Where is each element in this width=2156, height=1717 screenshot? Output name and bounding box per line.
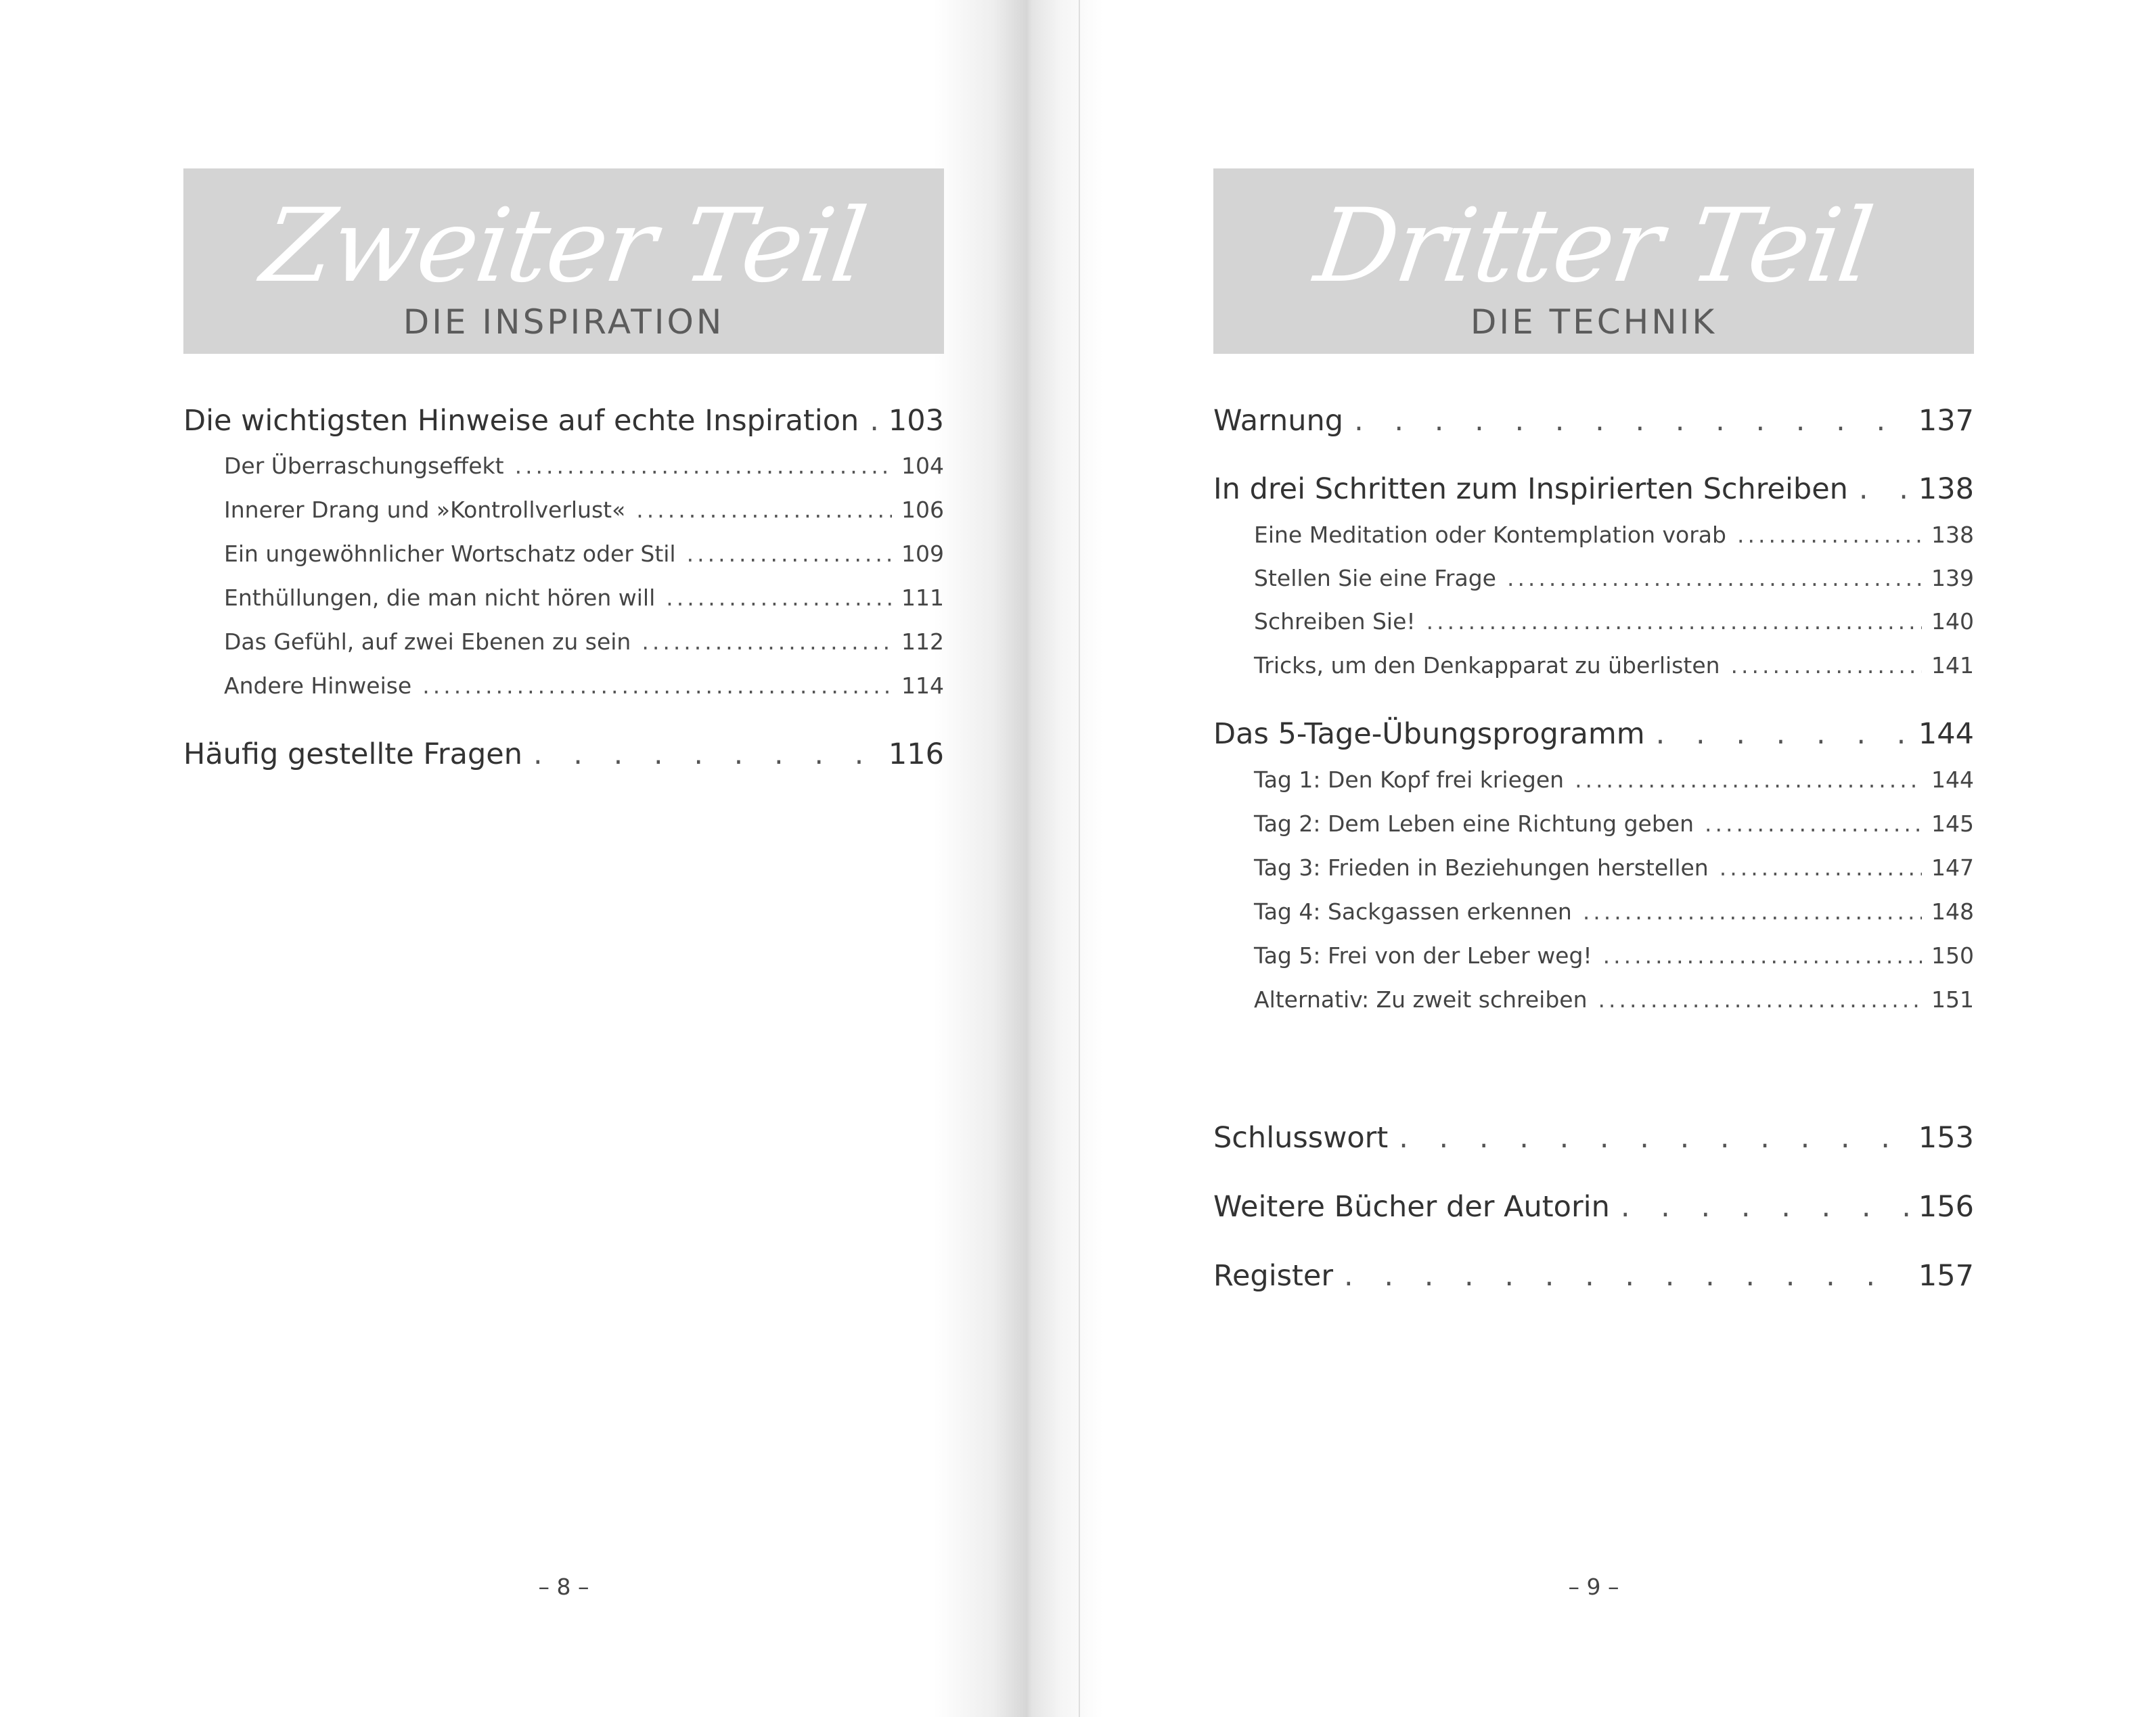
toc-subentry[interactable] <box>1254 896 1974 928</box>
toc-leader-dots <box>1354 400 1909 441</box>
toc-subentry[interactable] <box>1254 764 1974 796</box>
toc-entry-title: Tricks, um den Denkapparat zu überlisten <box>1254 652 1720 679</box>
toc-entry-page: 109 <box>901 541 944 567</box>
toc-leader-dots <box>515 450 892 482</box>
toc-entry-page: 139 <box>1931 565 1974 591</box>
toc-subentry[interactable] <box>1254 940 1974 972</box>
toc-leader-dots <box>1859 469 1909 509</box>
toc-entry-page: 114 <box>901 672 944 699</box>
toc-entry-page: 157 <box>1918 1259 1974 1293</box>
toc-subentry[interactable] <box>1254 562 1974 595</box>
toc-entry[interactable] <box>1213 1118 1974 1158</box>
toc-leader-dots <box>1575 764 1922 796</box>
toc-leader-dots <box>1737 519 1922 551</box>
toc-entry-page: 147 <box>1931 854 1974 881</box>
toc-leader-dots <box>533 734 879 775</box>
toc-entry-title: Tag 5: Frei von der Leber weg! <box>1254 942 1592 969</box>
toc-entry-page: 144 <box>1931 766 1974 793</box>
toc-subentry[interactable] <box>1254 852 1974 884</box>
toc-leader-dots <box>1399 1118 1909 1158</box>
part-subtitle: DIE TECHNIK <box>1470 302 1717 342</box>
toc-entry-page: 137 <box>1918 404 1974 438</box>
toc-entry-title: Alternativ: Zu zweit schreiben <box>1254 986 1588 1013</box>
toc-entry-page: 103 <box>888 404 944 438</box>
toc-entry-title: Weitere Bücher der Autorin <box>1213 1190 1610 1224</box>
toc-leader-dots <box>1427 605 1922 638</box>
toc-leader-dots <box>666 582 892 614</box>
toc-entry-page: 141 <box>1931 652 1974 679</box>
toc-entry-title: Schlusswort <box>1213 1121 1389 1155</box>
toc-entry-page: 148 <box>1931 898 1974 925</box>
toc-leader-dots <box>636 494 892 526</box>
toc-entry-title: Die wichtigsten Hinweise auf echte Inspiration <box>183 404 859 438</box>
toc-leader-dots <box>1583 896 1922 928</box>
toc-entry-title: Das 5-Tage-Übungsprogramm <box>1213 717 1645 751</box>
toc-leader-dots <box>1507 562 1922 595</box>
toc-entry-title: Ein ungewöhnlicher Wortschatz oder Stil <box>224 541 676 567</box>
toc-entry-page: 144 <box>1918 717 1974 751</box>
toc-entry-page: 112 <box>901 628 944 655</box>
toc-entry-title: Eine Meditation oder Kontemplation vorab <box>1254 522 1726 548</box>
toc-entry-title: Tag 2: Dem Leben eine Richtung geben <box>1254 810 1694 837</box>
toc-entry-page: 106 <box>901 497 944 523</box>
toc-leader-dots <box>1598 984 1922 1016</box>
gutter-edge <box>1079 0 1080 1717</box>
toc-subentry[interactable] <box>224 494 944 526</box>
toc-entry-page: 104 <box>901 453 944 479</box>
toc-entry-title: In drei Schritten zum Inspirierten Schreiben <box>1213 472 1848 506</box>
part-subtitle: DIE INSPIRATION <box>403 302 725 342</box>
toc-entry-page: 111 <box>901 585 944 611</box>
toc-subentry[interactable] <box>224 450 944 482</box>
toc-leader-dots <box>687 538 892 570</box>
toc-entry-page: 150 <box>1931 942 1974 969</box>
toc-entry-title: Warnung <box>1213 404 1344 438</box>
toc-subentry[interactable] <box>224 582 944 614</box>
toc-entry-title: Schreiben Sie! <box>1254 608 1416 635</box>
toc-entry-page: 140 <box>1931 608 1974 635</box>
toc-leader-dots <box>1731 649 1922 682</box>
toc-leader-dots <box>422 670 892 702</box>
toc-entry-title: Häufig gestellte Fragen <box>183 737 522 771</box>
toc-entry[interactable] <box>1213 1256 1974 1296</box>
toc-subentry[interactable] <box>224 670 944 702</box>
toc-leader-dots <box>642 626 892 658</box>
toc-entry[interactable] <box>183 734 944 775</box>
toc-entry-title: Tag 4: Sackgassen erkennen <box>1254 898 1572 925</box>
toc-subentry[interactable] <box>1254 984 1974 1016</box>
toc-entry[interactable] <box>1213 469 1974 509</box>
toc-entry-title: Tag 1: Den Kopf frei kriegen <box>1254 766 1565 793</box>
toc-leader-dots <box>1656 714 1909 754</box>
toc-subentry[interactable] <box>224 538 944 570</box>
toc-entry[interactable] <box>1213 400 1974 441</box>
toc-entry-page: 151 <box>1931 986 1974 1013</box>
part-banner <box>1213 168 1974 354</box>
toc-entry[interactable] <box>183 400 944 441</box>
toc-entry-page: 156 <box>1918 1190 1974 1224</box>
toc-entry-title: Stellen Sie eine Frage <box>1254 565 1496 591</box>
toc-leader-dots <box>1705 808 1922 840</box>
toc-leader-dots <box>1344 1256 1909 1296</box>
toc-entry-title: Innerer Drang und »Kontrollverlust« <box>224 497 626 523</box>
book-gutter <box>934 0 1103 1717</box>
toc-subentry[interactable] <box>224 626 944 658</box>
toc-entry-page: 153 <box>1918 1121 1974 1155</box>
toc-subentry[interactable] <box>1254 605 1974 638</box>
toc-entry-page: 116 <box>888 737 944 771</box>
toc-entry-title: Tag 3: Frieden in Beziehungen herstellen <box>1254 854 1709 881</box>
toc-entry-title: Enthüllungen, die man nicht hören will <box>224 585 656 611</box>
part-banner <box>183 168 944 354</box>
toc-entry-title: Das Gefühl, auf zwei Ebenen zu sein <box>224 628 631 655</box>
toc-subentry[interactable] <box>1254 519 1974 551</box>
page-number: – 9 – <box>1568 1574 1619 1600</box>
toc-entry-page: 138 <box>1931 522 1974 548</box>
toc-entry-title: Register <box>1213 1259 1334 1293</box>
toc-leader-dots <box>1720 852 1922 884</box>
toc-leader-dots <box>1603 940 1922 972</box>
toc-leader-dots <box>1621 1187 1909 1227</box>
toc-entry-title: Andere Hinweise <box>224 672 412 699</box>
toc-leader-dots <box>870 400 879 441</box>
part-script-title: Zweiter Teil <box>255 187 872 305</box>
part-script-title: Dritter Teil <box>1308 187 1879 305</box>
page-number: – 8 – <box>538 1574 589 1600</box>
right-page <box>1213 0 1974 1717</box>
toc-subentry[interactable] <box>1254 649 1974 682</box>
toc-entry[interactable] <box>1213 1187 1974 1227</box>
toc-entry[interactable] <box>1213 714 1974 754</box>
toc-entry-title: Der Überraschungseffekt <box>224 453 504 479</box>
toc-subentry[interactable] <box>1254 808 1974 840</box>
left-page <box>183 0 944 1717</box>
toc-entry-page: 145 <box>1931 810 1974 837</box>
toc-entry-page: 138 <box>1918 472 1974 506</box>
